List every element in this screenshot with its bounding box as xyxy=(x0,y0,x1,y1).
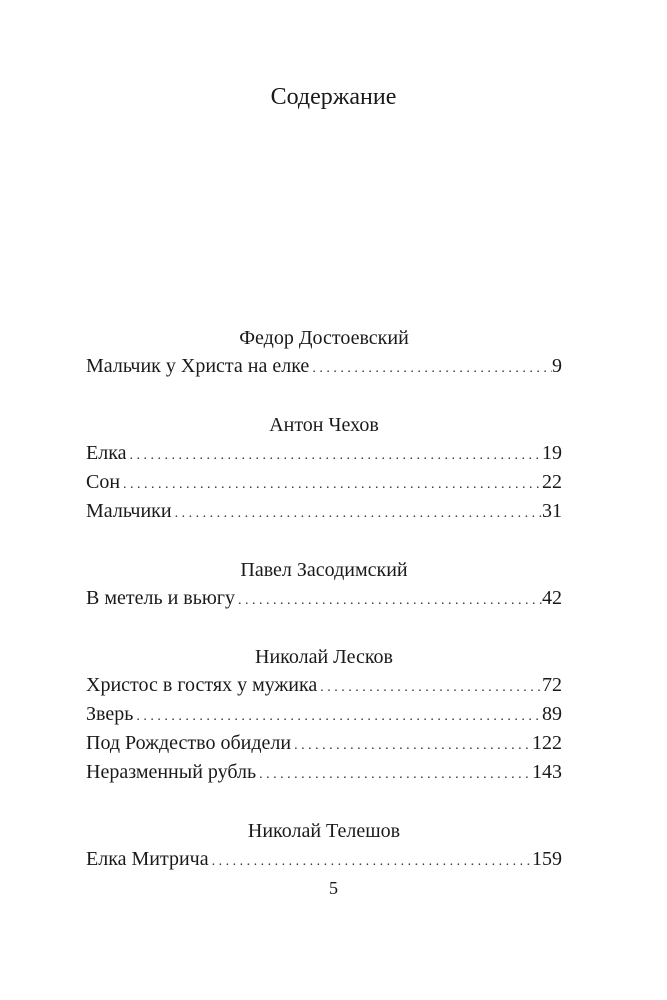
dot-leader xyxy=(317,674,542,701)
entry-title: Елка xyxy=(86,442,127,464)
entry-page: 159 xyxy=(532,848,562,870)
page-number: 5 xyxy=(329,878,338,898)
toc-entry xyxy=(86,759,562,788)
section-author: Николай Телешов xyxy=(247,820,401,842)
dot-leader xyxy=(209,848,532,875)
dot-leader xyxy=(172,500,542,527)
entry-page: 122 xyxy=(532,732,562,754)
section-author: Антон Чехов xyxy=(269,414,379,436)
entry-title: Елка Митрича xyxy=(86,848,209,870)
dot-leader xyxy=(256,761,532,788)
toc-entry xyxy=(86,701,562,730)
dot-leader xyxy=(127,442,543,469)
toc-section-dostoevsky xyxy=(86,324,562,382)
entry-page: 9 xyxy=(552,355,562,377)
section-author: Павел Засодимский xyxy=(240,559,408,581)
toc-entry xyxy=(86,440,562,469)
entry-page: 42 xyxy=(542,587,562,609)
toc-entry xyxy=(86,672,562,701)
entry-page: 89 xyxy=(542,703,562,725)
toc-section-zasodimsky xyxy=(86,556,562,614)
section-author: Николай Лесков xyxy=(255,646,393,668)
toc-section-chekhov xyxy=(86,411,562,527)
entry-title: Христос в гостях у мужика xyxy=(86,674,318,696)
entry-page: 22 xyxy=(542,471,562,493)
entry-page: 72 xyxy=(542,674,562,696)
entry-title: Неразменный рубль xyxy=(86,761,257,783)
dot-leader xyxy=(133,703,542,730)
toc-entry xyxy=(86,469,562,498)
toc-section-leskov xyxy=(86,643,562,788)
toc-section-teleshov xyxy=(86,817,562,875)
toc-entry xyxy=(86,353,562,382)
dot-leader xyxy=(235,587,542,614)
dot-leader xyxy=(309,355,552,382)
table-of-contents xyxy=(86,324,562,904)
entry-title: Мальчики xyxy=(86,500,172,522)
entry-title: Под Рождество обидели xyxy=(86,732,292,754)
dot-leader xyxy=(120,471,542,498)
dot-leader xyxy=(291,732,532,759)
toc-entry xyxy=(86,846,562,875)
toc-entry xyxy=(86,730,562,759)
entry-title: В метель и вьюгу xyxy=(86,587,236,609)
entry-title: Зверь xyxy=(86,703,134,725)
toc-entry xyxy=(86,585,562,614)
page-title: Содержание xyxy=(270,84,397,110)
entry-title: Мальчик у Христа на елке xyxy=(86,355,310,377)
toc-entry xyxy=(86,498,562,527)
entry-page: 19 xyxy=(542,442,562,464)
entry-page: 31 xyxy=(542,500,562,522)
entry-title: Сон xyxy=(86,471,121,493)
section-author: Федор Достоевский xyxy=(239,327,409,349)
entry-page: 143 xyxy=(532,761,562,783)
